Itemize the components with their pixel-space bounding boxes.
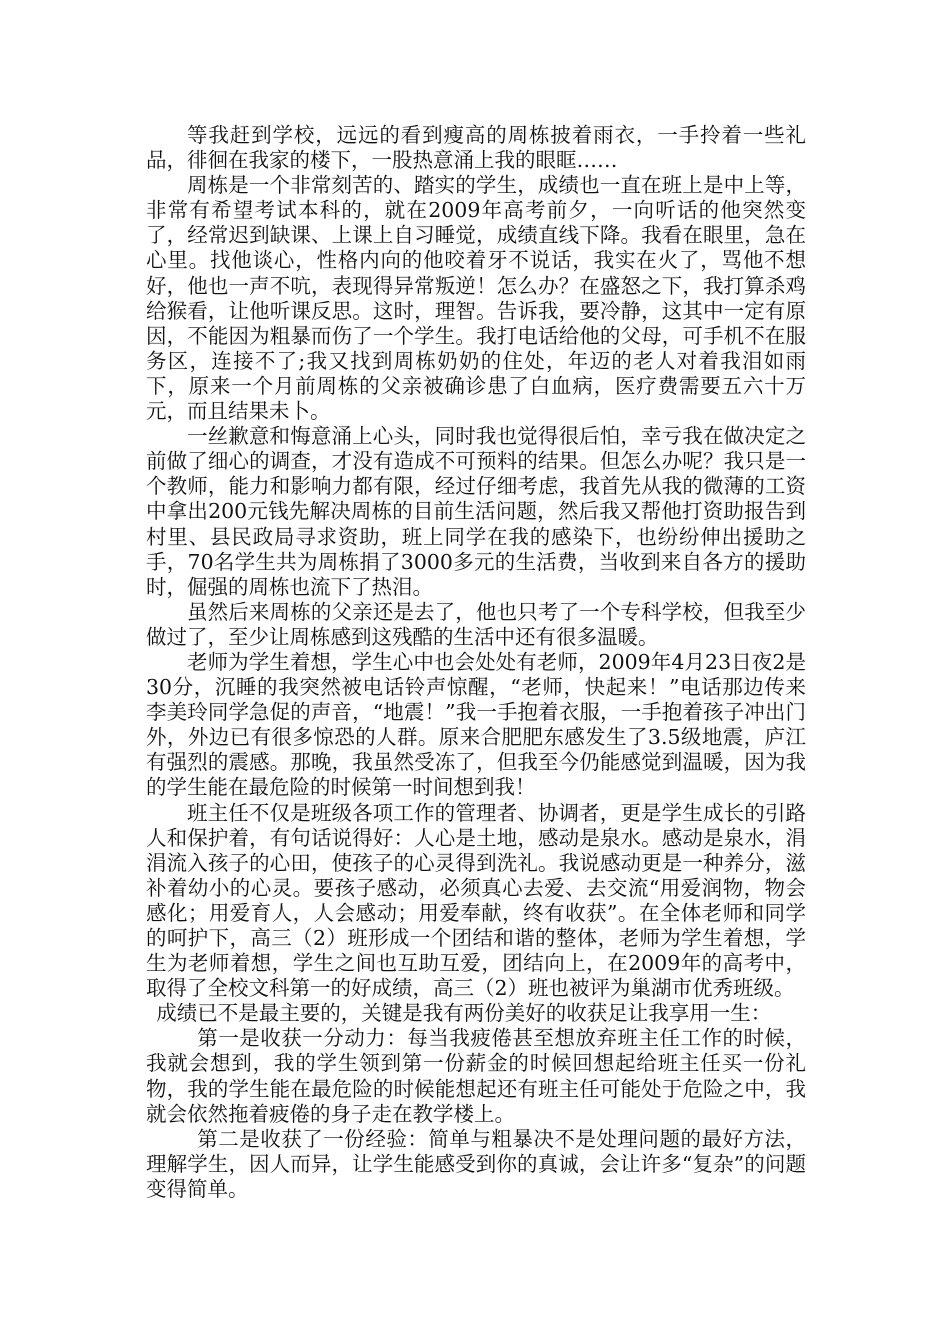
paragraph-harvest-experience: 第二是收获了一份经验：简单与粗暴决不是处理问题的最好方法，理解学生，因人而异，让学生能感受到你的真诚，会让许多“复杂”的问题变得简单。 bbox=[146, 1126, 806, 1201]
paragraph-student-background: 周栋是一个非常刻苦的、踏实的学生，成绩也一直在班上是中上等，非常有希望考试本科的，就在2009年高考前夕，一向听话的他突然变了，经常迟到缺课、上课上自习睡觉，成绩直线下降。我看在眼里，急在心里。找他谈心，性格内向的他咬着牙不说话，我实在火了，骂他不想好，他也一声不吭，表现得异常叛逆！怎么办？在盛怒之下，我打算杀鸡给猴看，让他听课反思。这时，理智。告诉我，要冷静，这其中一定有原因，不能因为粗暴而伤了一个学生。我打电话给他的父母，可手机不在服务区，连接不了;我又找到周栋奶奶的住处，年迈的老人对着我泪如雨下，原来一个月前周栋的父亲被确诊患了白血病，医疗费需要五六十万元，而且结果未卜。 bbox=[146, 173, 806, 424]
paragraph-outcome: 虽然后来周栋的父亲还是去了，他也只考了一个专科学校，但我至少做过了，至少让周栋感到这残酷的生活中还有很多温暖。 bbox=[146, 599, 806, 649]
paragraph-harvest-intro: 成绩已不是最主要的，关键是我有两份美好的收获足让我享用一生： bbox=[156, 1001, 772, 1026]
paragraph-harvest-motivation: 第一是收获一分动力：每当我疲倦甚至想放弃班主任工作的时候，我就会想到，我的学生领到第一份薪金的时候回想起给班主任买一份礼物，我的学生能在最危险的时候能想起还有班主任可能处于危险之中，我就会依然拖着疲倦的身子走在教学楼上。 bbox=[146, 1026, 806, 1126]
paragraph-earthquake: 老师为学生着想，学生心中也会处处有老师，2009年4月23日夜2是30分，沉睡的我突然被电话铃声惊醒，“老师，快起来！”电话那边传来李美玲同学急促的声音，“地震！”我一手抱着衣服，一手抱着孩子冲出门外，外边已有很多惊恐的人群。原来合肥肥东感发生了3.5级地震，庐江有强烈的震感。那晚，我虽然受冻了，但我至今仍能感觉到温暖，因为我的学生能在最危险的时候第一时间想到我！ bbox=[146, 649, 806, 800]
paragraph-assistance: 一丝歉意和悔意涌上心头，同时我也觉得很后怕，幸亏我在做决定之前做了细心的调查，才没有造成不可预料的结果。但怎么办呢？我只是一个教师，能力和影响力都有限，经过仔细考虑，我首先从我的微薄的工资中拿出200元钱先解决周栋的目前生活问题，然后我又帮他打资助报告到村里、县民政局寻求资助，班上同学在我的感染下，也纷纷伸出援助之手，70名学生共为周栋捐了3000多元的生活费，当收到来自各方的援助时，倔强的周栋也流下了热泪。 bbox=[146, 424, 806, 599]
paragraph-head-teacher-role: 班主任不仅是班级各项工作的管理者、协调者，更是学生成长的引路人和保护着，有句话说得好：人心是土地，感动是泉水。感动是泉水，涓涓流入孩子的心田，使孩子的心灵得到洗礼。我说感动更是一种养分，滋补着幼小的心灵。要孩子感动，必须真心去爱、去交流“用爱润物，物会感化；用爱育人，人会感动；用爱奉献，终有收获”。在全体老师和同学的呵护下，高三（2）班形成一个团结和谐的整体，老师为学生着想，学生为老师着想，学生之间也互助互爱，团结向上，在2009年的高考中，取得了全校文科第一的好成绩，高三（2）班也被评为巢湖市优秀班级。 bbox=[146, 800, 806, 1001]
document-body bbox=[146, 123, 806, 1202]
paragraph-arrival: 等我赶到学校，远远的看到瘦高的周栋披着雨衣，一手拎着一些礼品，徘徊在我家的楼下，一股热意涌上我的眼眶…… bbox=[146, 123, 806, 173]
